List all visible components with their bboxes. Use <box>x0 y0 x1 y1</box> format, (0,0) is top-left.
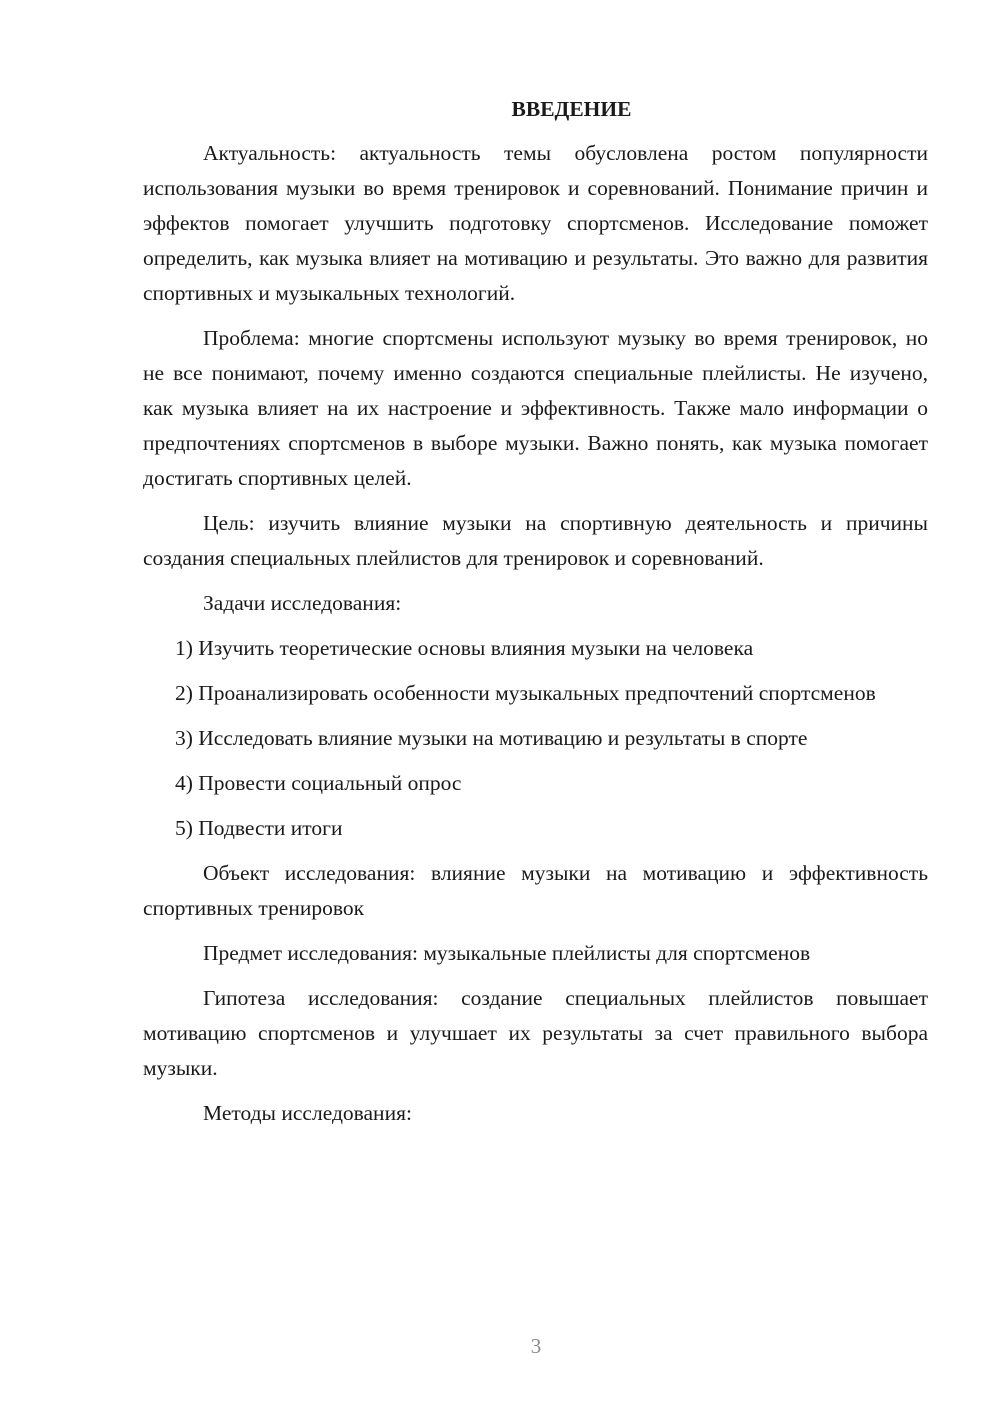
goal-paragraph: Цель: изучить влияние музыки на спортивную деятельность и причины создания специальных плейлистов для тренировок и соревнований. <box>143 511 928 570</box>
page-title: ВВЕДЕНИЕ <box>511 97 632 121</box>
hypothesis-paragraph: Гипотеза исследования: создание специальных плейлистов повышает мотивацию спортсменов и улучшает их результаты за счет правильного выбора музыки. <box>143 986 928 1080</box>
task-item-1: 1) Изучить теоретические основы влияния музыки на человека <box>175 636 754 660</box>
problem-paragraph: Проблема: многие спортсмены используют музыку во время тренировок, но не все понимают, почему именно создаются специальные плейлисты. Не изучено, как музыка влияет на их настроение и эффективность. Также мало информации о предпочтениях спортсменов в выборе музыки. Важно понять, как музыка помогает достигать спортивных целей. <box>143 326 928 490</box>
document-page <box>143 92 928 1141</box>
task-item-4: 4) Провести социальный опрос <box>175 771 462 795</box>
object-paragraph: Объект исследования: влияние музыки на мотивацию и эффективность спортивных тренировок <box>143 861 928 920</box>
subject-paragraph: Предмет исследования: музыкальные плейлисты для спортсменов <box>203 941 811 965</box>
task-item-2: 2) Проанализировать особенности музыкальных предпочтений спортсменов <box>175 681 876 705</box>
page-number: 3 <box>530 1334 542 1358</box>
tasks-heading: Задачи исследования: <box>203 591 402 615</box>
task-item-3: 3) Исследовать влияние музыки на мотивацию и результаты в спорте <box>175 726 808 750</box>
methods-heading: Методы исследования: <box>203 1101 412 1125</box>
task-item-5: 5) Подвести итоги <box>175 816 343 840</box>
relevance-paragraph: Актуальность: актуальность темы обусловлена ростом популярности использования музыки во время тренировок и соревнований. Понимание причин и эффектов помогает улучшить подготовку спортсменов. Исследование поможет определить, как музыка влияет на мотивацию и результаты. Это важно для развития спортивных и музыкальных технологий. <box>143 141 928 305</box>
